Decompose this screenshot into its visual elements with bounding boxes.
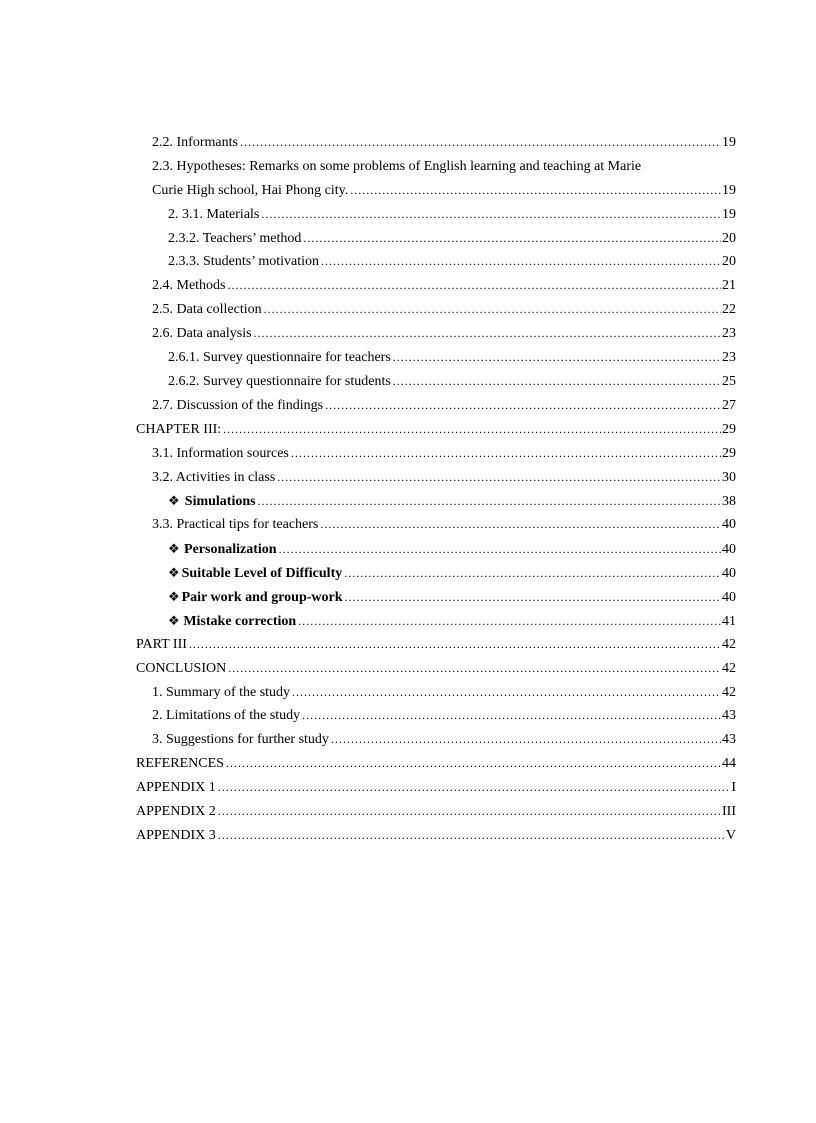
toc-entry[interactable] xyxy=(136,657,736,681)
toc-entry-title: CONCLUSION xyxy=(136,660,227,676)
dot-leader xyxy=(218,776,731,800)
dot-leader xyxy=(393,346,721,370)
table-of-contents xyxy=(136,131,736,848)
toc-entry[interactable] xyxy=(136,418,736,442)
toc-entry-title: PART III xyxy=(136,636,187,652)
toc-page-number: 40 xyxy=(722,517,736,533)
dot-leader xyxy=(279,538,721,562)
toc-entry[interactable] xyxy=(136,752,736,776)
dot-leader xyxy=(298,610,721,634)
toc-page-number: 43 xyxy=(722,708,736,724)
toc-page-number: 25 xyxy=(722,373,736,389)
dot-leader xyxy=(218,800,721,824)
toc-entry[interactable] xyxy=(136,824,736,848)
diamond-bullet-icon: ❖ xyxy=(168,588,180,604)
toc-page-number: III xyxy=(722,803,736,819)
toc-entry-title: 1. Summary of the study xyxy=(152,684,291,700)
toc-entry[interactable] xyxy=(136,633,736,657)
toc-page-number: 38 xyxy=(722,494,736,510)
dot-leader xyxy=(218,824,725,848)
toc-entry-title: 2.6.1. Survey questionnaire for teachers xyxy=(168,350,391,366)
toc-entry[interactable] xyxy=(136,155,736,203)
toc-entry[interactable] xyxy=(136,298,736,322)
toc-entry[interactable] xyxy=(136,346,736,370)
diamond-bullet-icon: ❖ xyxy=(168,612,180,628)
toc-entry[interactable] xyxy=(136,274,736,298)
toc-entry-title: Mistake correction xyxy=(183,613,297,629)
toc-page-number: 42 xyxy=(722,684,736,700)
toc-page-number: 27 xyxy=(722,397,736,413)
toc-entry[interactable] xyxy=(136,728,736,752)
toc-entry-title: 2.4. Methods xyxy=(152,278,226,294)
toc-entry-title: 2.3.3. Students’ motivation xyxy=(168,254,320,270)
toc-page-number: 30 xyxy=(722,469,736,485)
toc-entry-title: 2. 3.1. Materials xyxy=(168,206,260,222)
toc-page-number: 20 xyxy=(722,230,736,246)
toc-entry-title: Pair work and group-work xyxy=(181,589,343,605)
toc-entry[interactable] xyxy=(136,704,736,728)
toc-entry[interactable] xyxy=(136,489,736,513)
dot-leader xyxy=(303,227,721,251)
dot-leader xyxy=(302,704,721,728)
toc-entry-title: 3.3. Practical tips for teachers xyxy=(152,517,319,533)
toc-entry-title: 2.7. Discussion of the findings xyxy=(152,397,324,413)
dot-leader xyxy=(350,179,721,203)
toc-page-number: 20 xyxy=(722,254,736,270)
toc-entry[interactable] xyxy=(136,250,736,274)
toc-entry[interactable] xyxy=(136,466,736,490)
toc-entry-title: Suitable Level of Difficulty xyxy=(181,566,343,582)
toc-entry[interactable] xyxy=(136,513,736,537)
dot-leader xyxy=(325,394,721,418)
dot-leader xyxy=(320,513,721,537)
toc-entry[interactable] xyxy=(136,537,736,561)
dot-leader xyxy=(292,681,721,705)
toc-page-number: 42 xyxy=(722,660,736,676)
toc-page-number: 40 xyxy=(722,589,736,605)
toc-entry[interactable] xyxy=(136,800,736,824)
dot-leader xyxy=(226,752,721,776)
toc-entry[interactable] xyxy=(136,322,736,346)
toc-page-number: 41 xyxy=(722,613,736,629)
toc-page-number: 29 xyxy=(722,421,736,437)
toc-entry[interactable] xyxy=(136,681,736,705)
toc-entry-title: 2.5. Data collection xyxy=(152,302,262,318)
diamond-bullet-icon: ❖ xyxy=(168,541,180,557)
toc-entry[interactable] xyxy=(136,227,736,251)
toc-entry[interactable] xyxy=(136,394,736,418)
toc-entry[interactable] xyxy=(136,370,736,394)
dot-leader xyxy=(240,131,721,155)
dot-leader xyxy=(258,490,721,514)
dot-leader xyxy=(189,633,721,657)
toc-entry-title: APPENDIX 2 xyxy=(136,803,216,819)
toc-page-number: 19 xyxy=(722,206,736,222)
toc-page-number: I xyxy=(731,780,736,796)
diamond-bullet-icon: ❖ xyxy=(168,565,180,581)
toc-page-number: 29 xyxy=(722,445,736,461)
dot-leader xyxy=(345,586,721,610)
toc-entry[interactable] xyxy=(136,609,736,633)
toc-page-number: 43 xyxy=(722,732,736,748)
toc-entry-title: 3. Suggestions for further study xyxy=(152,732,329,748)
toc-page-number: 23 xyxy=(722,326,736,342)
dot-leader xyxy=(277,466,721,490)
dot-leader xyxy=(344,562,721,586)
toc-entry-title: Simulations xyxy=(184,494,256,510)
toc-entry-title: CHAPTER III: xyxy=(136,421,222,437)
toc-entry-title: 3.2. Activities in class xyxy=(152,469,276,485)
toc-page-number: 42 xyxy=(722,636,736,652)
toc-entry-title: 2.6.2. Survey questionnaire for students xyxy=(168,373,391,389)
toc-entry-title: 2. Limitations of the study xyxy=(152,708,301,724)
toc-page-number: 23 xyxy=(722,350,736,366)
toc-page-number: 40 xyxy=(722,542,736,558)
toc-entry-title: 2.3.2. Teachers’ method xyxy=(168,230,302,246)
dot-leader xyxy=(254,322,721,346)
toc-entry-title: APPENDIX 1 xyxy=(136,780,216,796)
toc-page-number: 19 xyxy=(722,135,736,150)
toc-entry[interactable] xyxy=(136,131,736,155)
toc-entry-title: 3.1. Information sources xyxy=(152,445,289,461)
dot-leader xyxy=(223,418,721,442)
toc-entry-title: APPENDIX 3 xyxy=(136,827,216,843)
toc-page-number: 40 xyxy=(722,566,736,582)
toc-entry-title: 2.3. Hypotheses: Remarks on some problems of English learning and teaching at Marie xyxy=(152,158,642,174)
toc-entry[interactable] xyxy=(136,203,736,227)
dot-leader xyxy=(291,442,721,466)
toc-page-number: 22 xyxy=(722,302,736,318)
dot-leader xyxy=(228,657,721,681)
dot-leader xyxy=(264,298,721,322)
dot-leader xyxy=(321,250,721,274)
toc-entry-title: 2.2. Informants xyxy=(152,135,238,150)
dot-leader xyxy=(228,274,722,298)
toc-entry-title-continued: Curie High school, Hai Phong city. xyxy=(152,182,349,198)
toc-entry[interactable] xyxy=(136,442,736,466)
toc-entry-title: 2.6. Data analysis xyxy=(152,326,252,342)
dot-leader xyxy=(261,203,721,227)
toc-page-number: 19 xyxy=(722,182,736,198)
toc-page-number: 21 xyxy=(722,278,736,294)
diamond-bullet-icon: ❖ xyxy=(168,493,180,509)
toc-entry[interactable] xyxy=(136,585,736,609)
toc-entry[interactable] xyxy=(136,561,736,585)
dot-leader xyxy=(393,370,721,394)
toc-entry-title: REFERENCES xyxy=(136,756,224,772)
toc-entry-title: Personalization xyxy=(184,542,277,558)
toc-page-number: V xyxy=(725,827,736,843)
toc-entry[interactable] xyxy=(136,776,736,800)
toc-page-number: 44 xyxy=(722,756,736,772)
dot-leader xyxy=(331,728,721,752)
